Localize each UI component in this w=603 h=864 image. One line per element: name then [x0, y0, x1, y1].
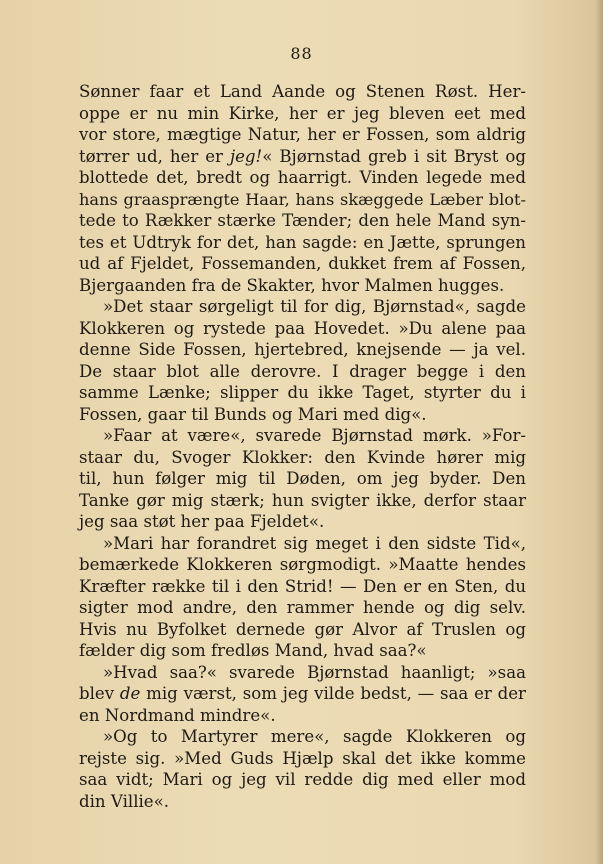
- text-line: blottede det, bredt og haarrigt. Vinden legede med: [79, 168, 526, 187]
- text-line: fælder dig som fredløs Mand, hvad saa?«: [79, 641, 427, 660]
- text-line: blev de mig værst, som jeg vilde bedst, — saa er der: [79, 684, 526, 703]
- text-line: »Hvad saa?« svarede Bjørnstad haanligt; »saa: [103, 662, 526, 682]
- text-line: Tanke gør mig stærk; hun svigter ikke, derfor staar: [79, 490, 526, 510]
- text-line: »Mari har forandret sig meget i den sidste Tid«,: [103, 533, 526, 553]
- text-line: din Villie«.: [79, 791, 170, 811]
- text-line: De staar blot alle derovre. I drager begge i den: [79, 361, 526, 381]
- text-line: tede to Rækker stærke Tænder; den hele Mand syn-: [79, 211, 526, 230]
- text-line: staar du, Svoger Klokker: den Kvinde hører mig: [79, 447, 526, 467]
- text-line: »Det staar sørgeligt til for dig, Bjørnstad«, sagde: [103, 297, 526, 316]
- page-number: 88: [290, 44, 313, 63]
- text-line: tørrer ud, her er jeg!« Bjørnstad greb i sit Bryst og: [79, 146, 526, 166]
- text-line: rejste sig. »Med Guds Hjælp skal det ikke komme: [79, 748, 526, 768]
- text-line: til, hun følger mig til Døden, om jeg byder. Den: [79, 469, 526, 488]
- text-line: »Og to Martyrer mere«, sagde Klokkeren og: [103, 727, 526, 746]
- text-line: denne Side Fossen, hjertebred, knejsende — ja vel.: [79, 340, 526, 359]
- text-line: Sønner faar et Land Aande og Stenen Røst. Her-: [79, 82, 526, 101]
- text-line: Hvis nu Byfolket dernede gør Alvor af Truslen og: [79, 619, 526, 639]
- text-line: vor store, mægtige Natur, her er Fossen, som aldrig: [79, 125, 526, 144]
- text-line: sigter mod andre, den rammer hende og dig selv.: [79, 598, 526, 617]
- text-line: »Faar at være«, svarede Bjørnstad mørk. »For-: [103, 426, 526, 445]
- text-line: hans graasprængte Haar, hans skæggede Læber blot-: [79, 189, 526, 209]
- text-line: Fossen, gaar til Bunds og Mari med dig«.: [79, 404, 427, 424]
- body-text: [79, 81, 526, 812]
- text-line: jeg saa støt her paa Fjeldet«.: [79, 512, 325, 531]
- text-line: Kræfter række til i den Strid! — Den er en Sten, du: [79, 576, 526, 596]
- text-line: ud af Fjeldet, Fossemanden, dukket frem af Fossen,: [79, 254, 526, 273]
- text-line: samme Lænke; slipper du ikke Taget, styrter du i: [79, 383, 526, 402]
- text-line: tes et Udtryk for det, han sagde: en Jætte, sprungen: [79, 232, 526, 252]
- text-line: saa vidt; Mari og jeg vil redde dig med eller mod: [79, 770, 526, 789]
- text-line: oppe er nu min Kirke, her er jeg bleven eet med: [79, 103, 526, 123]
- text-line: Klokkeren og rystede paa Hovedet. »Du alene paa: [79, 318, 526, 338]
- page-edge-shadow: [595, 0, 603, 864]
- text-line: en Nordmand mindre«.: [79, 705, 276, 725]
- text-line: bemærkede Klokkeren sørgmodigt. »Maatte hendes: [79, 555, 526, 574]
- text-line: Bjergaanden fra de Skakter, hvor Malmen hugges.: [79, 275, 505, 295]
